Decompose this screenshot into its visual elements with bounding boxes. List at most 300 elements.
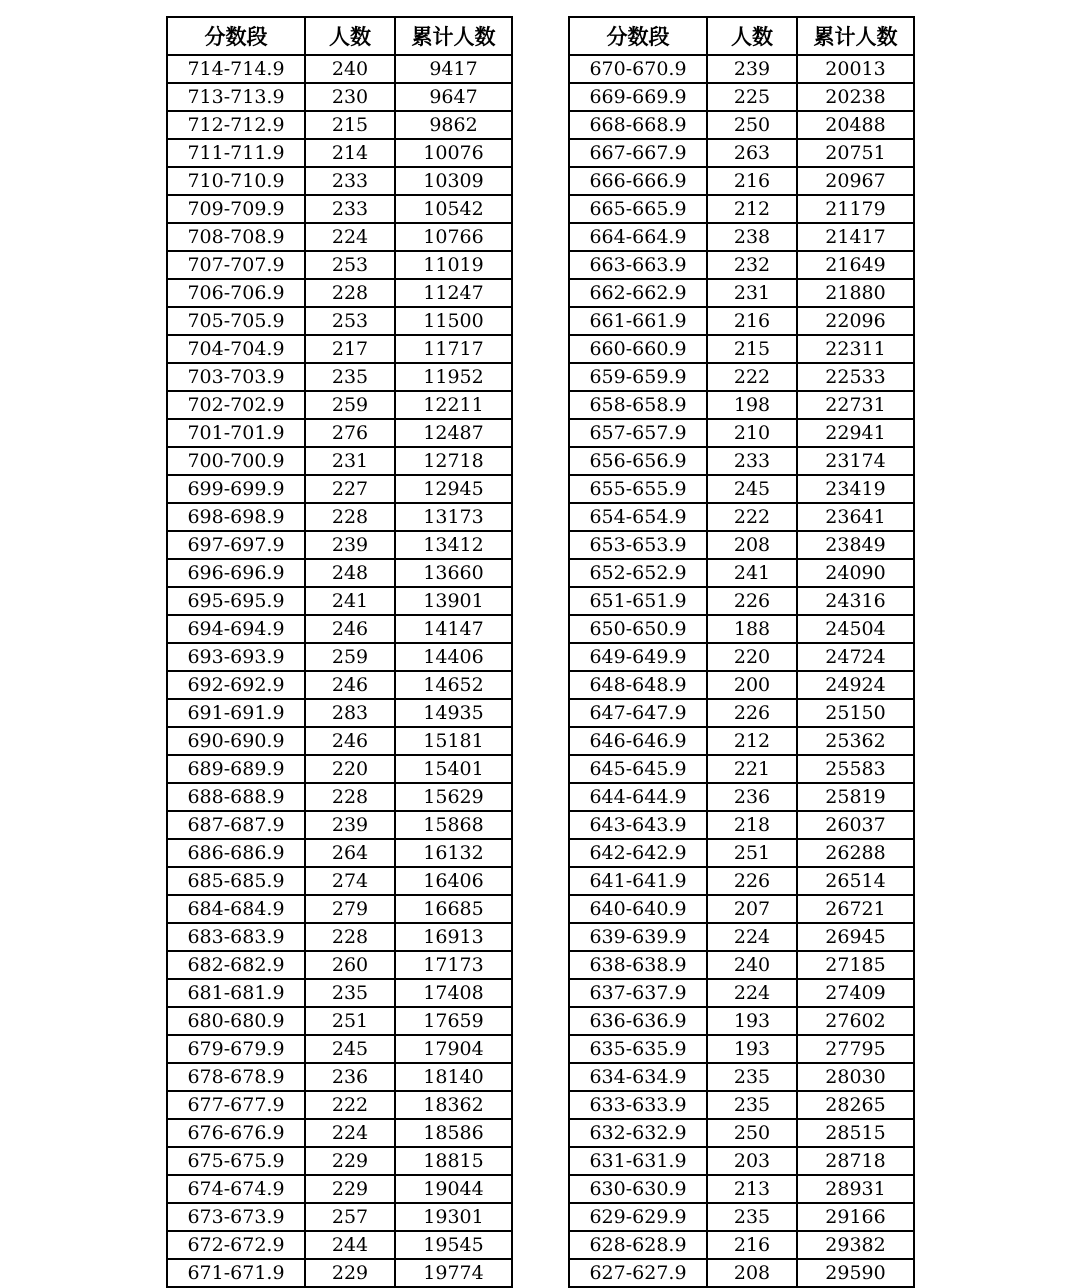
cell-score-range: 681-681.9: [167, 979, 305, 1007]
cell-count: 231: [707, 279, 797, 307]
table-row: [569, 699, 914, 727]
cell-score-range: 667-667.9: [569, 139, 707, 167]
cell-cumulative: 11247: [395, 279, 512, 307]
cell-count: 224: [305, 1119, 395, 1147]
cell-score-range: 657-657.9: [569, 419, 707, 447]
cell-count: 239: [305, 811, 395, 839]
cell-cumulative: 16913: [395, 923, 512, 951]
table-row: [167, 1063, 512, 1091]
cell-count: 279: [305, 895, 395, 923]
cell-cumulative: 26721: [797, 895, 914, 923]
table-row: [167, 1175, 512, 1203]
cell-count: 229: [305, 1259, 395, 1287]
table-row: [569, 643, 914, 671]
table-row: [167, 979, 512, 1007]
table-row: [167, 755, 512, 783]
cell-score-range: 635-635.9: [569, 1035, 707, 1063]
cell-count: 260: [305, 951, 395, 979]
table-row: [569, 195, 914, 223]
table-row: [167, 139, 512, 167]
cell-count: 212: [707, 195, 797, 223]
cell-count: 245: [305, 1035, 395, 1063]
cell-cumulative: 29590: [797, 1259, 914, 1287]
cell-count: 240: [707, 951, 797, 979]
cell-score-range: 702-702.9: [167, 391, 305, 419]
cell-cumulative: 14935: [395, 699, 512, 727]
table-row: [167, 391, 512, 419]
cell-cumulative: 13660: [395, 559, 512, 587]
cell-score-range: 652-652.9: [569, 559, 707, 587]
cell-score-range: 642-642.9: [569, 839, 707, 867]
cell-cumulative: 14147: [395, 615, 512, 643]
cell-count: 259: [305, 391, 395, 419]
cell-count: 251: [707, 839, 797, 867]
cell-count: 259: [305, 643, 395, 671]
table-row: [569, 839, 914, 867]
cell-cumulative: 11717: [395, 335, 512, 363]
cell-cumulative: 28515: [797, 1119, 914, 1147]
cell-cumulative: 27409: [797, 979, 914, 1007]
table-body-left: [167, 55, 512, 1287]
table-row: [167, 503, 512, 531]
cell-count: 227: [305, 475, 395, 503]
cell-count: 245: [707, 475, 797, 503]
cell-cumulative: 28265: [797, 1091, 914, 1119]
table-row: [167, 699, 512, 727]
cell-score-range: 659-659.9: [569, 363, 707, 391]
cell-cumulative: 18362: [395, 1091, 512, 1119]
table-row: [569, 895, 914, 923]
table-row: [167, 783, 512, 811]
cell-count: 226: [707, 587, 797, 615]
cell-count: 232: [707, 251, 797, 279]
table-row: [569, 755, 914, 783]
cell-score-range: 627-627.9: [569, 1259, 707, 1287]
cell-count: 251: [305, 1007, 395, 1035]
table-row: [167, 307, 512, 335]
cell-count: 229: [305, 1147, 395, 1175]
cell-count: 235: [305, 979, 395, 1007]
cell-cumulative: 11019: [395, 251, 512, 279]
cell-cumulative: 18586: [395, 1119, 512, 1147]
table-row: [167, 895, 512, 923]
table-row: [569, 979, 914, 1007]
header-row: [167, 17, 512, 55]
cell-count: 264: [305, 839, 395, 867]
table-row: [167, 195, 512, 223]
header-row: [569, 17, 914, 55]
cell-score-range: 678-678.9: [167, 1063, 305, 1091]
cell-cumulative: 21649: [797, 251, 914, 279]
table-row: [569, 1175, 914, 1203]
cell-cumulative: 19545: [395, 1231, 512, 1259]
table-row: [167, 419, 512, 447]
cell-cumulative: 16132: [395, 839, 512, 867]
cell-count: 235: [707, 1063, 797, 1091]
table-row: [167, 167, 512, 195]
table-row: [167, 1203, 512, 1231]
cell-count: 208: [707, 531, 797, 559]
cell-count: 250: [707, 1119, 797, 1147]
table-row: [569, 951, 914, 979]
table-row: [167, 335, 512, 363]
cell-count: 214: [305, 139, 395, 167]
cell-score-range: 670-670.9: [569, 55, 707, 83]
table-row: [569, 1231, 914, 1259]
cell-cumulative: 23419: [797, 475, 914, 503]
cell-cumulative: 20751: [797, 139, 914, 167]
cell-cumulative: 21417: [797, 223, 914, 251]
table-row: [569, 475, 914, 503]
cell-cumulative: 26945: [797, 923, 914, 951]
cell-count: 193: [707, 1035, 797, 1063]
cell-score-range: 630-630.9: [569, 1175, 707, 1203]
cell-cumulative: 14652: [395, 671, 512, 699]
cell-score-range: 631-631.9: [569, 1147, 707, 1175]
cell-count: 274: [305, 867, 395, 895]
header-score-range: 分数段: [569, 17, 707, 55]
cell-count: 212: [707, 727, 797, 755]
cell-count: 246: [305, 727, 395, 755]
cell-score-range: 700-700.9: [167, 447, 305, 475]
cell-count: 224: [707, 923, 797, 951]
table-row: [569, 335, 914, 363]
cell-count: 233: [305, 167, 395, 195]
cell-cumulative: 28718: [797, 1147, 914, 1175]
cell-score-range: 628-628.9: [569, 1231, 707, 1259]
table-row: [167, 279, 512, 307]
score-table-right: [568, 16, 915, 1288]
cell-cumulative: 13412: [395, 531, 512, 559]
cell-score-range: 706-706.9: [167, 279, 305, 307]
table-row: [167, 251, 512, 279]
table-row: [569, 1119, 914, 1147]
cell-cumulative: 23849: [797, 531, 914, 559]
cell-count: 235: [707, 1203, 797, 1231]
cell-cumulative: 24924: [797, 671, 914, 699]
table-row: [569, 783, 914, 811]
cell-score-range: 637-637.9: [569, 979, 707, 1007]
cell-cumulative: 20238: [797, 83, 914, 111]
table-row: [569, 867, 914, 895]
cell-cumulative: 20967: [797, 167, 914, 195]
header-count: 人数: [305, 17, 395, 55]
table-row: [569, 531, 914, 559]
table-row: [167, 839, 512, 867]
cell-count: 236: [305, 1063, 395, 1091]
cell-score-range: 709-709.9: [167, 195, 305, 223]
table-row: [569, 1259, 914, 1287]
cell-count: 210: [707, 419, 797, 447]
cell-cumulative: 25583: [797, 755, 914, 783]
cell-count: 257: [305, 1203, 395, 1231]
cell-count: 230: [305, 83, 395, 111]
cell-cumulative: 27795: [797, 1035, 914, 1063]
cell-score-range: 672-672.9: [167, 1231, 305, 1259]
table-row: [167, 1091, 512, 1119]
cell-score-range: 664-664.9: [569, 223, 707, 251]
cell-score-range: 671-671.9: [167, 1259, 305, 1287]
cell-score-range: 632-632.9: [569, 1119, 707, 1147]
cell-count: 225: [707, 83, 797, 111]
cell-score-range: 636-636.9: [569, 1007, 707, 1035]
cell-cumulative: 22941: [797, 419, 914, 447]
cell-cumulative: 11952: [395, 363, 512, 391]
table-row: [167, 55, 512, 83]
cell-count: 213: [707, 1175, 797, 1203]
cell-score-range: 692-692.9: [167, 671, 305, 699]
cell-cumulative: 12945: [395, 475, 512, 503]
cell-cumulative: 26514: [797, 867, 914, 895]
cell-cumulative: 12487: [395, 419, 512, 447]
table-row: [167, 1231, 512, 1259]
cell-count: 224: [305, 223, 395, 251]
cell-cumulative: 22096: [797, 307, 914, 335]
cell-count: 235: [305, 363, 395, 391]
cell-score-range: 710-710.9: [167, 167, 305, 195]
table-row: [167, 811, 512, 839]
cell-score-range: 694-694.9: [167, 615, 305, 643]
cell-score-range: 711-711.9: [167, 139, 305, 167]
cell-score-range: 690-690.9: [167, 727, 305, 755]
table-row: [569, 307, 914, 335]
cell-score-range: 691-691.9: [167, 699, 305, 727]
cell-cumulative: 19301: [395, 1203, 512, 1231]
cell-score-range: 696-696.9: [167, 559, 305, 587]
table-row: [167, 83, 512, 111]
cell-count: 218: [707, 811, 797, 839]
table-row: [569, 139, 914, 167]
cell-count: 239: [305, 531, 395, 559]
table-row: [569, 1007, 914, 1035]
table-row: [167, 671, 512, 699]
cell-score-range: 655-655.9: [569, 475, 707, 503]
cell-cumulative: 9647: [395, 83, 512, 111]
cell-cumulative: 28030: [797, 1063, 914, 1091]
cell-score-range: 693-693.9: [167, 643, 305, 671]
cell-cumulative: 24724: [797, 643, 914, 671]
cell-score-range: 686-686.9: [167, 839, 305, 867]
cell-score-range: 683-683.9: [167, 923, 305, 951]
cell-cumulative: 9862: [395, 111, 512, 139]
cell-count: 224: [707, 979, 797, 1007]
header-count: 人数: [707, 17, 797, 55]
cell-count: 246: [305, 671, 395, 699]
cell-cumulative: 22311: [797, 335, 914, 363]
cell-score-range: 639-639.9: [569, 923, 707, 951]
cell-count: 217: [305, 335, 395, 363]
table-row: [569, 727, 914, 755]
table-row: [167, 923, 512, 951]
header-score-range: 分数段: [167, 17, 305, 55]
table-row: [569, 223, 914, 251]
cell-count: 283: [305, 699, 395, 727]
cell-score-range: 662-662.9: [569, 279, 707, 307]
cell-score-range: 658-658.9: [569, 391, 707, 419]
table-row: [167, 727, 512, 755]
cell-score-range: 699-699.9: [167, 475, 305, 503]
table-row: [167, 363, 512, 391]
cell-score-range: 708-708.9: [167, 223, 305, 251]
cell-cumulative: 10766: [395, 223, 512, 251]
cell-count: 240: [305, 55, 395, 83]
cell-cumulative: 17173: [395, 951, 512, 979]
cell-cumulative: 25819: [797, 783, 914, 811]
table-row: [569, 1203, 914, 1231]
cell-score-range: 689-689.9: [167, 755, 305, 783]
cell-score-range: 713-713.9: [167, 83, 305, 111]
table-row: [167, 615, 512, 643]
cell-cumulative: 15181: [395, 727, 512, 755]
cell-count: 228: [305, 783, 395, 811]
header-cumulative: 累计人数: [797, 17, 914, 55]
cell-score-range: 697-697.9: [167, 531, 305, 559]
cell-cumulative: 18815: [395, 1147, 512, 1175]
cell-count: 222: [707, 363, 797, 391]
cell-score-range: 638-638.9: [569, 951, 707, 979]
cell-cumulative: 27185: [797, 951, 914, 979]
table-row: [569, 615, 914, 643]
cell-score-range: 645-645.9: [569, 755, 707, 783]
cell-score-range: 649-649.9: [569, 643, 707, 671]
cell-score-range: 704-704.9: [167, 335, 305, 363]
cell-score-range: 673-673.9: [167, 1203, 305, 1231]
cell-count: 216: [707, 307, 797, 335]
table-row: [167, 587, 512, 615]
table-row: [167, 111, 512, 139]
cell-score-range: 688-688.9: [167, 783, 305, 811]
cell-cumulative: 14406: [395, 643, 512, 671]
table-row: [569, 671, 914, 699]
cell-count: 233: [305, 195, 395, 223]
cell-count: 228: [305, 923, 395, 951]
cell-count: 241: [707, 559, 797, 587]
cell-score-range: 653-653.9: [569, 531, 707, 559]
cell-score-range: 651-651.9: [569, 587, 707, 615]
cell-cumulative: 21880: [797, 279, 914, 307]
cell-cumulative: 26037: [797, 811, 914, 839]
table-row: [569, 923, 914, 951]
cell-cumulative: 16685: [395, 895, 512, 923]
cell-count: 222: [305, 1091, 395, 1119]
cell-cumulative: 15868: [395, 811, 512, 839]
cell-cumulative: 10309: [395, 167, 512, 195]
table-row: [569, 111, 914, 139]
score-table-left: [166, 16, 513, 1288]
cell-count: 250: [707, 111, 797, 139]
cell-cumulative: 20488: [797, 111, 914, 139]
cell-cumulative: 16406: [395, 867, 512, 895]
cell-score-range: 668-668.9: [569, 111, 707, 139]
cell-count: 226: [707, 699, 797, 727]
cell-score-range: 648-648.9: [569, 671, 707, 699]
cell-count: 236: [707, 783, 797, 811]
cell-cumulative: 13173: [395, 503, 512, 531]
table-row: [167, 531, 512, 559]
table-row: [167, 223, 512, 251]
cell-cumulative: 29382: [797, 1231, 914, 1259]
cell-cumulative: 22533: [797, 363, 914, 391]
cell-count: 246: [305, 615, 395, 643]
cell-cumulative: 19044: [395, 1175, 512, 1203]
table-row: [167, 951, 512, 979]
cell-score-range: 663-663.9: [569, 251, 707, 279]
cell-count: 231: [305, 447, 395, 475]
cell-score-range: 685-685.9: [167, 867, 305, 895]
cell-score-range: 656-656.9: [569, 447, 707, 475]
table-row: [569, 1035, 914, 1063]
cell-count: 233: [707, 447, 797, 475]
cell-count: 253: [305, 251, 395, 279]
cell-cumulative: 21179: [797, 195, 914, 223]
table-row: [167, 867, 512, 895]
cell-score-range: 687-687.9: [167, 811, 305, 839]
table-row: [569, 559, 914, 587]
cell-score-range: 701-701.9: [167, 419, 305, 447]
cell-score-range: 707-707.9: [167, 251, 305, 279]
table-row: [167, 1147, 512, 1175]
table-row: [569, 55, 914, 83]
table-row: [167, 447, 512, 475]
cell-cumulative: 12718: [395, 447, 512, 475]
cell-score-range: 660-660.9: [569, 335, 707, 363]
cell-score-range: 698-698.9: [167, 503, 305, 531]
cell-cumulative: 25150: [797, 699, 914, 727]
cell-count: 215: [305, 111, 395, 139]
cell-count: 203: [707, 1147, 797, 1175]
cell-cumulative: 10076: [395, 139, 512, 167]
cell-count: 216: [707, 167, 797, 195]
cell-count: 226: [707, 867, 797, 895]
cell-cumulative: 23641: [797, 503, 914, 531]
cell-score-range: 665-665.9: [569, 195, 707, 223]
cell-score-range: 647-647.9: [569, 699, 707, 727]
cell-score-range: 669-669.9: [569, 83, 707, 111]
cell-score-range: 682-682.9: [167, 951, 305, 979]
cell-score-range: 646-646.9: [569, 727, 707, 755]
table-row: [569, 167, 914, 195]
cell-cumulative: 23174: [797, 447, 914, 475]
cell-count: 221: [707, 755, 797, 783]
table-row: [167, 1119, 512, 1147]
cell-cumulative: 24090: [797, 559, 914, 587]
cell-cumulative: 15401: [395, 755, 512, 783]
cell-score-range: 677-677.9: [167, 1091, 305, 1119]
cell-score-range: 674-674.9: [167, 1175, 305, 1203]
table-row: [569, 1063, 914, 1091]
cell-cumulative: 26288: [797, 839, 914, 867]
table-row: [167, 1035, 512, 1063]
cell-cumulative: 11500: [395, 307, 512, 335]
cell-score-range: 705-705.9: [167, 307, 305, 335]
cell-count: 238: [707, 223, 797, 251]
cell-score-range: 666-666.9: [569, 167, 707, 195]
cell-score-range: 633-633.9: [569, 1091, 707, 1119]
cell-score-range: 640-640.9: [569, 895, 707, 923]
table-row: [569, 279, 914, 307]
cell-count: 228: [305, 279, 395, 307]
cell-score-range: 634-634.9: [569, 1063, 707, 1091]
cell-count: 263: [707, 139, 797, 167]
table-row: [569, 419, 914, 447]
table-row: [167, 1259, 512, 1287]
cell-count: 229: [305, 1175, 395, 1203]
cell-cumulative: 27602: [797, 1007, 914, 1035]
cell-count: 220: [305, 755, 395, 783]
cell-count: 200: [707, 671, 797, 699]
cell-cumulative: 24504: [797, 615, 914, 643]
cell-score-range: 644-644.9: [569, 783, 707, 811]
